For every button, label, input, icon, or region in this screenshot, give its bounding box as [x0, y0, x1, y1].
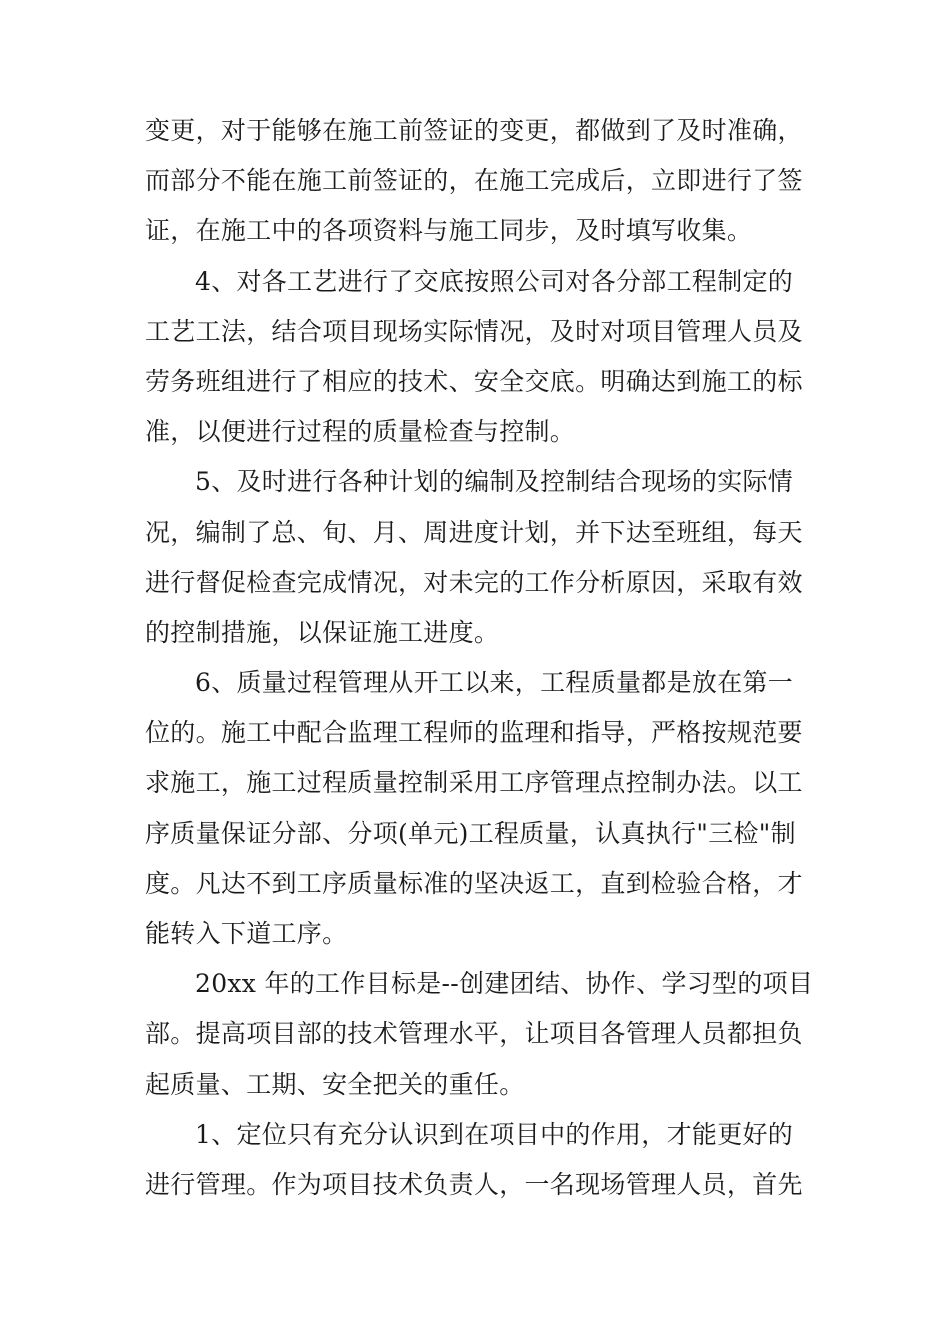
text-line: 进行管理。作为项目技术负责人，一名现场管理人员，首先 [145, 1169, 803, 1199]
text-line: 的控制措施，以保证施工进度。 [145, 617, 500, 647]
paragraph-start-line: 1、定位只有充分认识到在项目中的作用，才能更好的 [195, 1119, 794, 1149]
text-line: 准，以便进行过程的质量检查与控制。 [145, 417, 576, 447]
text-line: 度。凡达不到工序质量标准的坚决返工，直到检验合格，才 [145, 868, 803, 898]
text-line: 位的。施工中配合监理工程师的监理和指导，严格按规范要 [145, 718, 803, 748]
text-line: 能转入下道工序。 [145, 919, 348, 948]
text-line: 序质量保证分部、分项(单元)工程质量，认真执行"三检"制 [145, 818, 796, 848]
text-line: 求施工，施工过程质量控制采用工序管理点控制办法。以工 [145, 768, 803, 798]
document-body [145, 106, 825, 1210]
text-line: 证，在施工中的各项资料与施工同步，及时填写收集。 [145, 216, 753, 246]
text-line: 变更，对于能够在施工前签证的变更，都做到了及时准确， [145, 116, 803, 145]
text-line: 进行督促检查完成情况，对未完的工作分析原因，采取有效 [145, 567, 803, 597]
text-line: 部。提高项目部的技术管理水平，让项目各管理人员都担负 [145, 1019, 803, 1049]
paragraph-start-line: 5、及时进行各种计划的编制及控制结合现场的实际情 [195, 467, 794, 497]
paragraph-start-line: 20xx 年的工作目标是--创建团结、协作、学习型的项目 [195, 969, 814, 999]
text-line: 劳务班组进行了相应的技术、安全交底。明确达到施工的标 [145, 366, 803, 396]
paragraph-start-line: 4、对各工艺进行了交底按照公司对各分部工程制定的 [195, 266, 794, 296]
text-line: 况，编制了总、旬、月、周进度计划，并下达至班组，每天 [145, 517, 803, 547]
text-line: 起质量、工期、安全把关的重任。 [145, 1069, 525, 1099]
paragraph-start-line: 6、质量过程管理从开工以来，工程质量都是放在第一 [195, 668, 794, 698]
text-line: 工艺工法，结合项目现场实际情况，及时对项目管理人员及 [145, 316, 803, 346]
text-line: 而部分不能在施工前签证的，在施工完成后，立即进行了签 [145, 166, 803, 196]
